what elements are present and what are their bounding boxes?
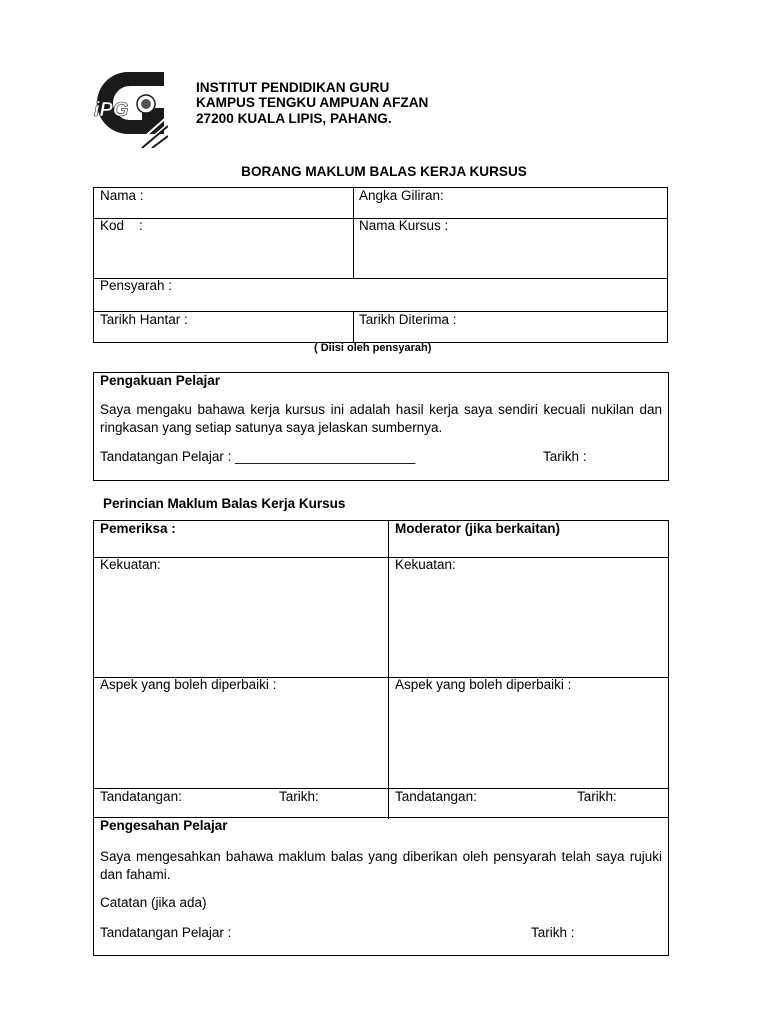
pengakuan-date[interactable]: Tarikh : [543, 449, 587, 464]
pengesahan-signature[interactable]: Tandatangan Pelajar : [100, 925, 232, 940]
angka-giliran-field[interactable]: Angka Giliran: [359, 188, 444, 203]
info-note: ( Diisi oleh pensyarah) [314, 342, 432, 354]
campus-name: KAMPUS TENGKU AMPUAN AFZAN [196, 95, 429, 110]
pensyarah-field[interactable]: Pensyarah : [100, 278, 173, 293]
pengakuan-box [93, 372, 669, 481]
pemeriksa-aspek[interactable]: Aspek yang boleh diperbaiki : [100, 677, 277, 692]
moderator-header: Moderator (jika berkaitan) [395, 521, 561, 536]
kod-field[interactable]: Kod : [100, 218, 143, 233]
pengesahan-date[interactable]: Tarikh : [531, 925, 575, 940]
pengesahan-box [93, 817, 669, 956]
pengakuan-heading: Pengakuan Pelajar [100, 373, 221, 388]
nama-kursus-field[interactable]: Nama Kursus : [359, 218, 449, 233]
pengesahan-text: Saya mengesahkan bahawa maklum balas yang diberikan oleh pensyarah telah saya rujuki dan fahami. [100, 849, 662, 882]
moderator-tarikh[interactable]: Tarikh: [577, 789, 617, 804]
pengakuan-text: Saya mengaku bahawa kerja kursus ini adalah hasil kerja saya sendiri kecuali nukilan dan ringkasan yang setiap satunya saya jelaskan sumbernya. [100, 402, 662, 435]
pengakuan-signature[interactable]: Tandatangan Pelajar : ________________________ [100, 449, 416, 464]
nama-field[interactable]: Nama : [100, 188, 144, 203]
pemeriksa-header: Pemeriksa : [100, 521, 176, 536]
feedback-table [93, 520, 669, 818]
moderator-kekuatan[interactable]: Kekuatan: [395, 557, 456, 572]
tarikh-diterima-field[interactable]: Tarikh Diterima : [359, 312, 457, 327]
institution-name: INSTITUT PENDIDIKAN GURU [196, 80, 390, 95]
logo-text: iPG [94, 99, 129, 121]
form-title: BORANG MAKLUM BALAS KERJA KURSUS [241, 164, 527, 179]
pemeriksa-kekuatan[interactable]: Kekuatan: [100, 557, 161, 572]
tarikh-hantar-field[interactable]: Tarikh Hantar : [100, 312, 188, 327]
info-table [93, 187, 668, 343]
catatan-field[interactable]: Catatan (jika ada) [100, 895, 207, 910]
address: 27200 KUALA LIPIS, PAHANG. [196, 111, 392, 126]
ipg-logo [92, 64, 168, 148]
moderator-aspek[interactable]: Aspek yang boleh diperbaiki : [395, 677, 572, 692]
perincian-heading: Perincian Maklum Balas Kerja Kursus [103, 496, 346, 511]
moderator-tandatangan[interactable]: Tandatangan: [395, 789, 477, 804]
pengesahan-heading: Pengesahan Pelajar [100, 818, 228, 833]
pemeriksa-tarikh[interactable]: Tarikh: [279, 789, 319, 804]
pemeriksa-tandatangan[interactable]: Tandatangan: [100, 789, 182, 804]
